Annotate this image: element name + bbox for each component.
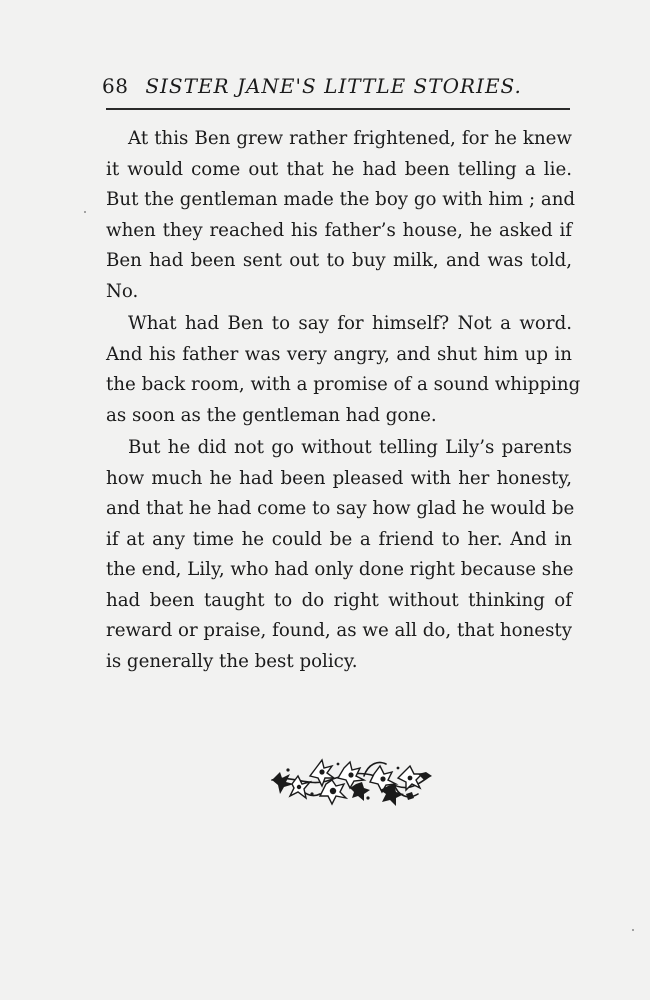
paper-speck	[632, 929, 634, 931]
text-line: the back room, with a promise of a sound whipping	[106, 374, 581, 395]
paper-speck	[84, 211, 86, 213]
text-line: had been taught to do right without thinking of	[106, 589, 572, 611]
text-line: as soon as the gentleman had gone.	[106, 404, 437, 426]
text-line: What had Ben to say for himself? Not a word.	[128, 313, 572, 334]
text-line: it would come out that he had been telling a lie.	[106, 158, 572, 180]
text-line: At this Ben grew rather frightened, for he knew	[128, 128, 572, 149]
text-line: Ben had been sent out to buy milk, and was told,	[106, 250, 572, 271]
body-text	[106, 124, 581, 677]
text-line: how much he had been pleased with her honesty,	[106, 467, 572, 489]
text-line: No.	[106, 280, 139, 302]
running-head	[102, 74, 572, 98]
text-line: when they reached his father’s house, he asked if	[106, 219, 572, 241]
header-rule	[106, 108, 570, 110]
paragraph-3	[106, 433, 575, 677]
text-line: reward or praise, found, as we all do, that honesty	[106, 620, 572, 641]
text-line: is generally the best policy.	[106, 650, 358, 672]
running-title: SISTER JANE'S LITTLE STORIES.	[145, 74, 522, 98]
floral-vine-ornament-icon	[268, 754, 434, 810]
paragraph-1	[106, 124, 576, 307]
text-line: the end, Lily, who had only done right because she	[106, 559, 574, 580]
text-line: But the gentleman made the boy go with him ; and	[106, 189, 576, 210]
paragraph-2	[106, 309, 581, 431]
text-line: And his father was very angry, and shut him up in	[106, 343, 572, 365]
text-line: and that he had come to say how glad he would be	[106, 498, 575, 519]
page-number: 68	[102, 74, 129, 98]
text-line: But he did not go without telling Lily’s parents	[128, 437, 572, 458]
text-line: if at any time he could be a friend to her. And in	[106, 528, 572, 550]
